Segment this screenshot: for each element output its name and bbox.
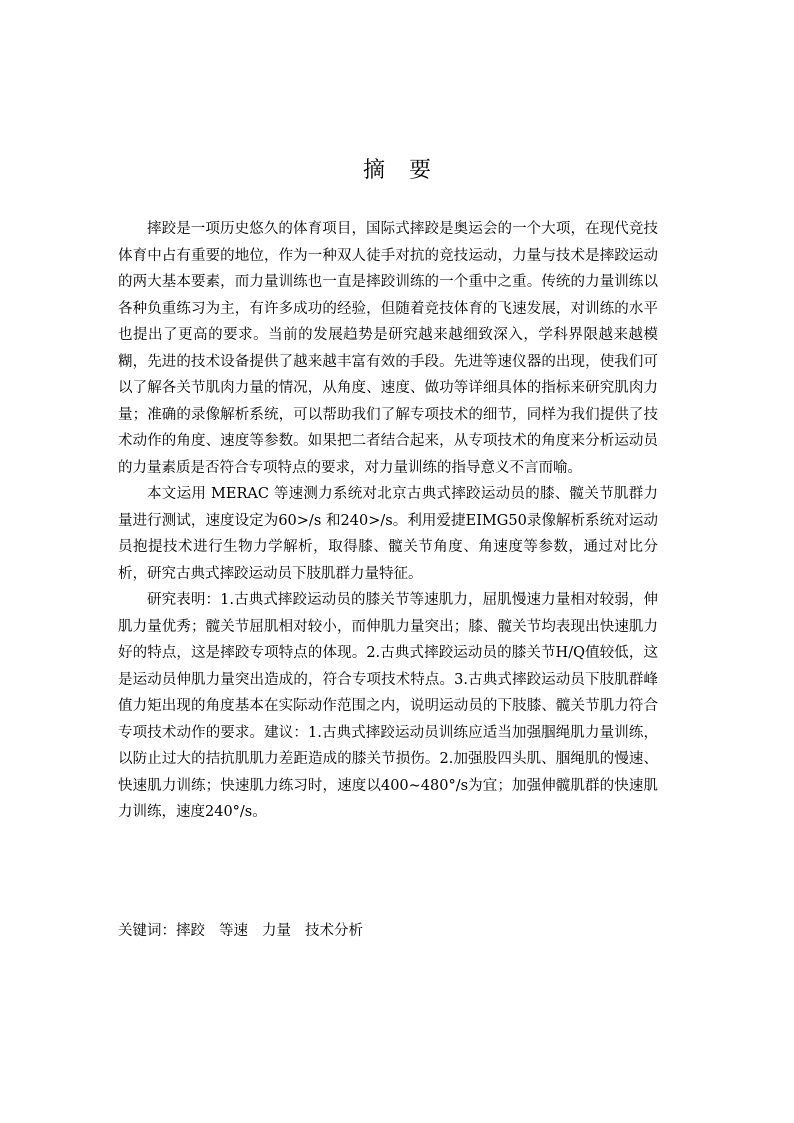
- keyword-item: 摔跤: [176, 923, 205, 939]
- title-char-1: 摘: [362, 158, 385, 183]
- keyword-item: 技术分析: [305, 923, 363, 939]
- abstract-body: [118, 216, 658, 826]
- title-char-2: 要: [409, 158, 432, 183]
- keyword-item: 等速: [219, 923, 248, 939]
- abstract-paragraph-3: 研究表明：1.古典式摔跤运动员的膝关节等速肌力，屈肌慢速力量相对较弱，伸肌力量优秀；髋关节屈肌相对较小，而伸肌力量突出；膝、髋关节均表现出快速肌力好的特点，这是摔跤专项特点的体现。2.古典式摔跤运动员的膝关节H/Q值较低，这是运动员伸肌力量突出造成的，符合专项技术特点。3.古典式摔跤运动员下肢肌群峰值力矩出现的角度基本在实际动作范围之内，说明运动员的下肢膝、髋关节肌力符合专项技术动作的要求。建议：1.古典式摔跤运动员训练应适当加强腘绳肌力量训练，以防止过大的拮抗肌肌力差距造成的膝关节损伤。2.加强股四头肌、腘绳肌的慢速、快速肌力训练；快速肌力练习时，速度以400~480°/s为宜；加强伸髋肌群的快速肌力训练，速度240°/s。: [118, 592, 658, 820]
- abstract-paragraph-2: 本文运用 MERAC 等速测力系统对北京古典式摔跤运动员的膝、髋关节肌群力量进行测试，速度设定为60>/s 和240>/s。利用爱捷EIMG50录像解析系统对运动员抱提技术进行生物力学解析，取得膝、髋关节角度、角速度等参数，通过对比分析，研究古典式摔跤运动员下肢肌群力量特征。: [118, 486, 658, 582]
- abstract-paragraph-1: 摔跤是一项历史悠久的体育项目，国际式摔跤是奥运会的一个大项，在现代竞技体育中占有重要的地位，作为一种双人徒手对抗的竞技运动，力量与技术是摔跤运动的两大基本要素，而力量训练也一直是摔跤训练的一个重中之重。传统的力量训练以各种负重练习为主，有许多成功的经验，但随着竞技体育的飞速发展，对训练的水平也提出了更高的要求。当前的发展趋势是研究越来越细致深入，学科界限越来越模糊，先进的技术设备提供了越来越丰富有效的手段。先进等速仪器的出现，使我们可以了解各关节肌肉力量的情况，从角度、速度、做功等详细具体的指标来研究肌肉力量；准确的录像解析系统，可以帮助我们了解专项技术的细节，同样为我们提供了技术动作的角度、速度等参数。如果把二者结合起来，从专项技术的角度来分析运动员的力量素质是否符合专项特点的要求，对力量训练的指导意义不言而喻。: [118, 221, 658, 476]
- keywords-line: [118, 918, 678, 944]
- keywords-label: 关键词：: [118, 923, 176, 939]
- abstract-title: [0, 153, 794, 184]
- keyword-item: 力量: [262, 923, 291, 939]
